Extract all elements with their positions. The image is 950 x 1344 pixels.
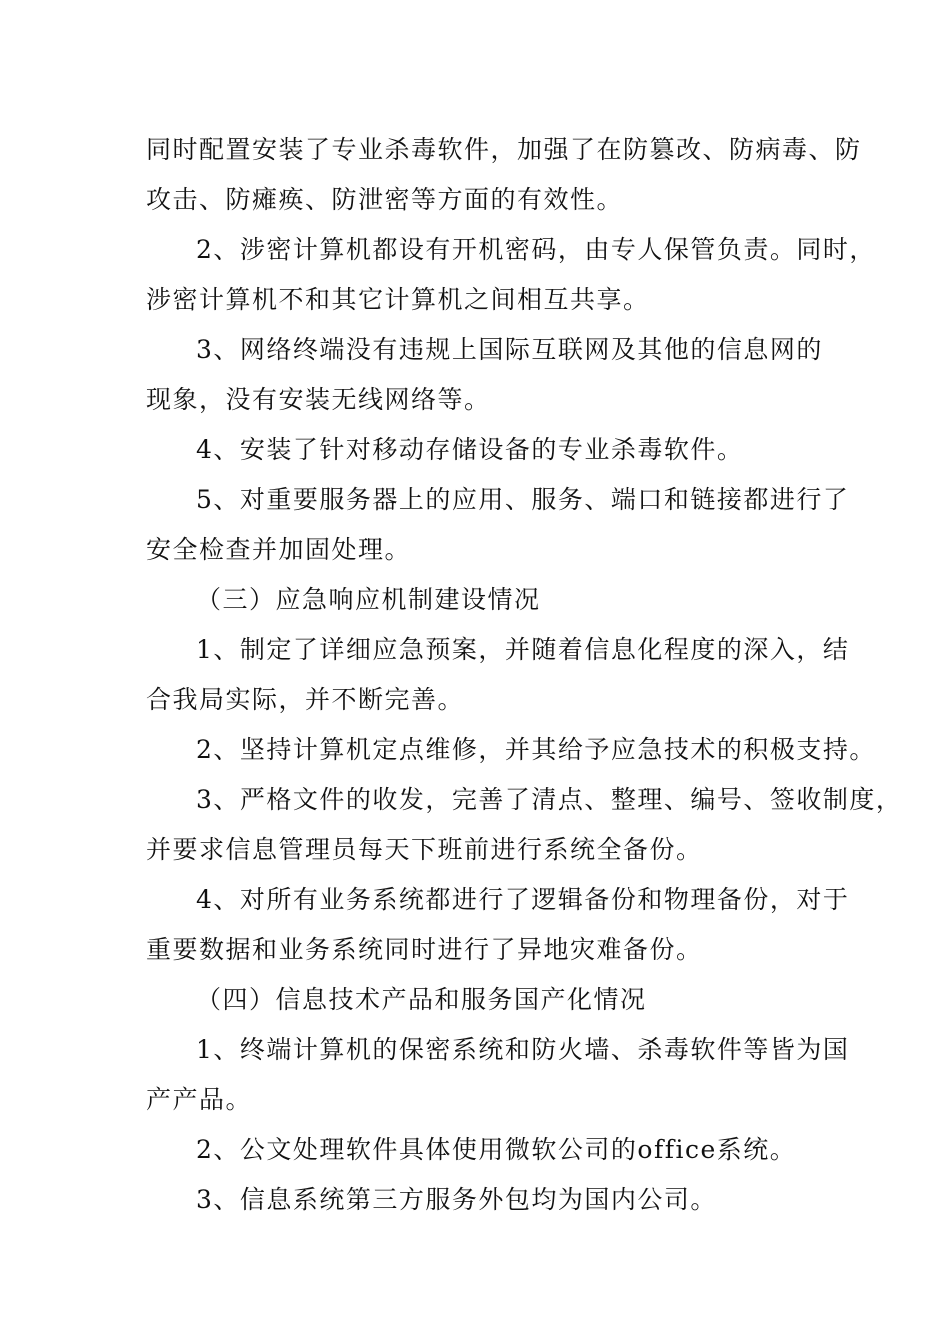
paragraph-line: 4、对所有业务系统都进行了逻辑备份和物理备份，对于 bbox=[196, 885, 850, 914]
section-heading: （三）应急响应机制建设情况 bbox=[196, 585, 541, 614]
paragraph-line: 安全检查并加固处理。 bbox=[146, 535, 412, 564]
paragraph-line: 并要求信息管理员每天下班前进行系统全备份。 bbox=[146, 835, 703, 864]
paragraph-line: 现象，没有安装无线网络等。 bbox=[146, 385, 491, 414]
paragraph-line: 1、终端计算机的保密系统和防火墙、杀毒软件等皆为国 bbox=[196, 1035, 850, 1064]
paragraph-line: 2、公文处理软件具体使用微软公司的office系统。 bbox=[196, 1135, 797, 1164]
paragraph-line: 3、信息系统第三方服务外包均为国内公司。 bbox=[196, 1185, 717, 1214]
paragraph-line: 4、安装了针对移动存储设备的专业杀毒软件。 bbox=[196, 435, 744, 464]
paragraph-line: 2、涉密计算机都设有开机密码，由专人保管负责。同时， bbox=[196, 235, 876, 264]
paragraph-line: 3、网络终端没有违规上国际互联网及其他的信息网的 bbox=[196, 335, 823, 364]
paragraph-line: 重要数据和业务系统同时进行了异地灾难备份。 bbox=[146, 935, 703, 964]
paragraph-line: 攻击、防瘫痪、防泄密等方面的有效性。 bbox=[146, 185, 624, 214]
section-heading: （四）信息技术产品和服务国产化情况 bbox=[196, 985, 647, 1014]
paragraph-line: 3、严格文件的收发，完善了清点、整理、编号、签收制度， bbox=[196, 785, 903, 814]
paragraph-line: 5、对重要服务器上的应用、服务、端口和链接都进行了 bbox=[196, 485, 850, 514]
paragraph-line: 产产品。 bbox=[146, 1085, 253, 1114]
paragraph-line: 2、坚持计算机定点维修，并其给予应急技术的积极支持。 bbox=[196, 735, 876, 764]
paragraph-line: 涉密计算机不和其它计算机之间相互共享。 bbox=[146, 285, 650, 314]
paragraph-line: 1、制定了详细应急预案，并随着信息化程度的深入，结 bbox=[196, 635, 850, 664]
paragraph-line: 同时配置安装了专业杀毒软件，加强了在防篡改、防病毒、防 bbox=[146, 135, 862, 164]
paragraph-line: 合我局实际，并不断完善。 bbox=[146, 685, 465, 714]
